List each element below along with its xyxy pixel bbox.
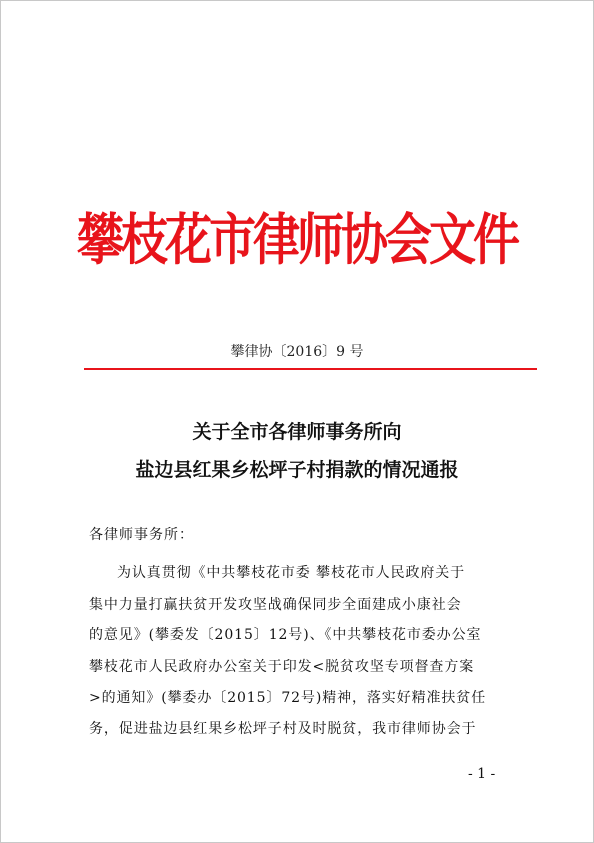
body-paragraph-line: 攀枝花市人民政府办公室关于印发<脱贫攻坚专项督查方案	[89, 659, 475, 675]
document-header-title: 攀枝花市律师协会文件	[77, 208, 517, 274]
body-paragraph-line: 集中力量打赢扶贫开发攻坚战确保同步全面建成小康社会	[89, 597, 462, 613]
body-paragraph-line: 务，促进盐边县红果乡松坪子村及时脱贫，我市律师协会于	[89, 721, 477, 737]
body-paragraph-line: >的通知》(攀委办〔2015〕72号)精神，落实好精准扶贫任	[89, 690, 487, 706]
document-number: 攀律协〔2016〕9 号	[230, 344, 364, 360]
subject-title-line-1: 关于全市各律师事务所向	[192, 421, 402, 443]
body-paragraph-line: 为认真贯彻《中共攀枝花市委 攀枝花市人民政府关于	[117, 565, 466, 581]
page-number: - 1 -	[468, 766, 496, 782]
subject-title-line-2: 盐边县红果乡松坪子村捐款的情况通报	[135, 459, 459, 481]
body-paragraph-line: 的意见》(攀委发〔2015〕12号)、《中共攀枝花市委办公室	[89, 627, 482, 643]
red-separator-rule	[84, 368, 537, 370]
addressee: 各律师事务所：	[89, 527, 194, 543]
